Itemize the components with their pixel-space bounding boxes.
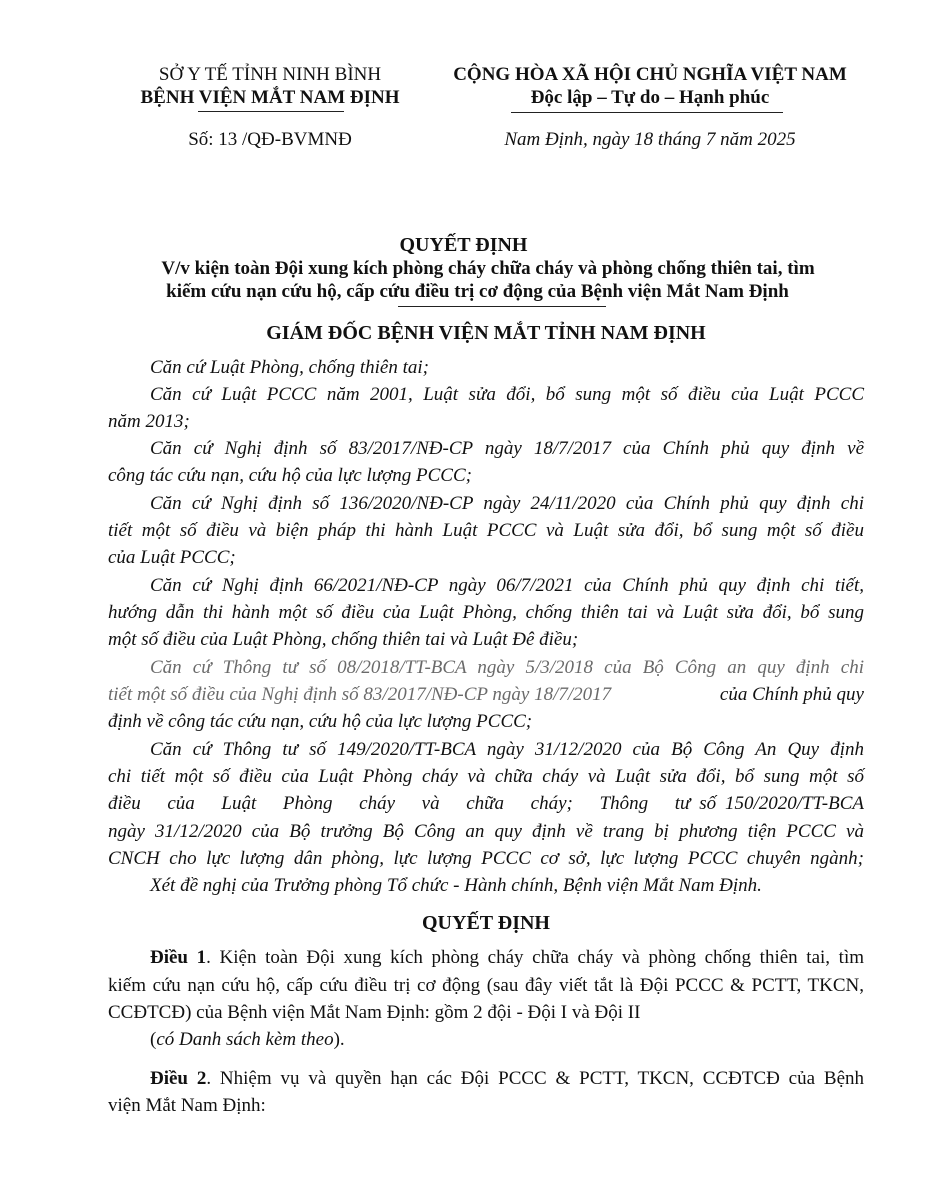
article-1-line-2: kiếm cứu nạn cứu hộ, cấp cứu điều trị cơ động (sau đây viết tắt là Đội PCCC & PCTT, TKCN, xyxy=(108,975,864,996)
ground-5-line-3: một số điều của Luật Phòng, chống thiên tai và Luật Đê điều; xyxy=(108,629,579,650)
note-text: có Danh sách kèm theo xyxy=(156,1029,334,1050)
ground-6-line-2-dark: của Chính phủ quy xyxy=(719,684,864,705)
nation-title: CỘNG HÒA XÃ HỘI CHỦ NGHĨA VIỆT NAM xyxy=(453,64,847,85)
article-2-line-2: viện Mắt Nam Định: xyxy=(108,1095,266,1116)
ground-6-line-3: định về công tác cứu nạn, cứu hộ của lực lượng PCCC; xyxy=(108,711,533,732)
ground-1: Căn cứ Luật Phòng, chống thiên tai; xyxy=(150,357,429,378)
article-1-note xyxy=(150,1029,864,1051)
nation-motto: Độc lập – Tự do – Hạnh phúc xyxy=(530,87,770,108)
decision-title: QUYẾT ĐỊNH xyxy=(399,234,528,256)
ground-3-line-1: Căn cứ Nghị định số 83/2017/NĐ-CP ngày 18/7/2017 của Chính phủ quy định về xyxy=(150,438,864,459)
document-number: Số: 13 /QĐ-BVMNĐ xyxy=(188,129,352,150)
ground-2-line-1: Căn cứ Luật PCCC năm 2001, Luật sửa đổi, bổ sung một số điều của Luật PCCC xyxy=(150,384,864,405)
agency-name: BỆNH VIỆN MẮT NAM ĐỊNH xyxy=(140,87,400,108)
note-close-paren: ). xyxy=(333,1029,345,1050)
article-1-line-3: CCĐTCĐ) của Bệnh viện Mắt Nam Định: gồm 2 đội - Đội I và Đội II xyxy=(108,1002,641,1023)
ground-7-line-2: chi tiết một số điều của Luật Phòng cháy và chữa cháy và Luật sửa đổi, bổ sung một số xyxy=(108,766,864,787)
decision-subject-line-1: V/v kiện toàn Đội xung kích phòng cháy chữa cháy và phòng chống thiên tai, tìm xyxy=(161,258,815,279)
decision-heading: QUYẾT ĐỊNH xyxy=(422,912,550,934)
ground-4-line-1: Căn cứ Nghị định số 136/2020/NĐ-CP ngày 24/11/2020 của Chính phủ quy định chi xyxy=(150,493,864,514)
ground-6-line-1: Căn cứ Thông tư số 08/2018/TT-BCA ngày 5/3/2018 của Bộ Công an quy định chi xyxy=(150,657,864,678)
ground-4-line-2: tiết một số điều và biện pháp thi hành Luật PCCC và Luật sửa đổi, bổ sung một số điều xyxy=(108,520,864,541)
ground-7-line-5: CNCH cho lực lượng dân phòng, lực lượng PCCC cơ sở, lực lượng PCCC chuyên ngành; xyxy=(108,848,864,869)
article-1-line-1 xyxy=(150,947,864,969)
article-2-text-1: . Nhiệm vụ và quyền hạn các Đội PCCC & PCTT, TKCN, CCĐTCĐ của Bệnh xyxy=(206,1068,864,1089)
subject-underline xyxy=(398,306,606,307)
ground-5-line-1: Căn cứ Nghị định 66/2021/NĐ-CP ngày 06/7/2021 của Chính phủ quy định chi tiết, xyxy=(150,575,864,596)
ground-7-line-3: điều của Luật Phòng cháy và chữa cháy; Thông tư số 150/2020/TT-BCA xyxy=(108,793,864,814)
motto-underline xyxy=(511,112,783,113)
ground-7-line-1: Căn cứ Thông tư số 149/2020/TT-BCA ngày 31/12/2020 của Bộ Công An Quy định xyxy=(150,739,864,760)
ground-4-line-3: của Luật PCCC; xyxy=(108,547,236,568)
ground-2-line-2: năm 2013; xyxy=(108,411,190,432)
agency-parent: SỞ Y TẾ TỈNH NINH BÌNH xyxy=(158,64,382,85)
note-open-paren: ( xyxy=(150,1029,157,1050)
agency-underline xyxy=(198,111,344,112)
ground-7-line-4: ngày 31/12/2020 của Bộ trưởng Bộ Công an quy định về trang bị phương tiện PCCC và xyxy=(108,821,864,842)
article-2-line-1 xyxy=(150,1068,864,1090)
place-date: Nam Định, ngày 18 tháng 7 năm 2025 xyxy=(504,129,796,150)
issuing-authority: GIÁM ĐỐC BỆNH VIỆN MẮT TỈNH NAM ĐỊNH xyxy=(266,322,706,344)
article-1-label: Điều 1 xyxy=(150,947,207,968)
ground-6-line-2-grey: tiết một số điều của Nghị định số 83/2017/NĐ-CP ngày 18/7/2017 xyxy=(108,684,612,705)
ground-6-line-2 xyxy=(108,684,864,706)
article-2-label: Điều 2 xyxy=(150,1068,207,1089)
ground-3-line-2: công tác cứu nạn, cứu hộ của lực lượng PCCC; xyxy=(108,465,472,486)
decision-subject-line-2: kiếm cứu nạn cứu hộ, cấp cứu điều trị cơ động của Bệnh viện Mắt Nam Định xyxy=(166,281,789,302)
article-1-text-1: . Kiện toàn Đội xung kích phòng cháy chữa cháy và phòng chống thiên tai, tìm xyxy=(206,947,865,968)
ground-5-line-2: hướng dẫn thi hành một số điều của Luật Phòng, chống thiên tai và Luật sửa đổi, bổ sung xyxy=(108,602,864,623)
ground-8: Xét đề nghị của Trưởng phòng Tổ chức - Hành chính, Bệnh viện Mắt Nam Định. xyxy=(150,875,762,896)
